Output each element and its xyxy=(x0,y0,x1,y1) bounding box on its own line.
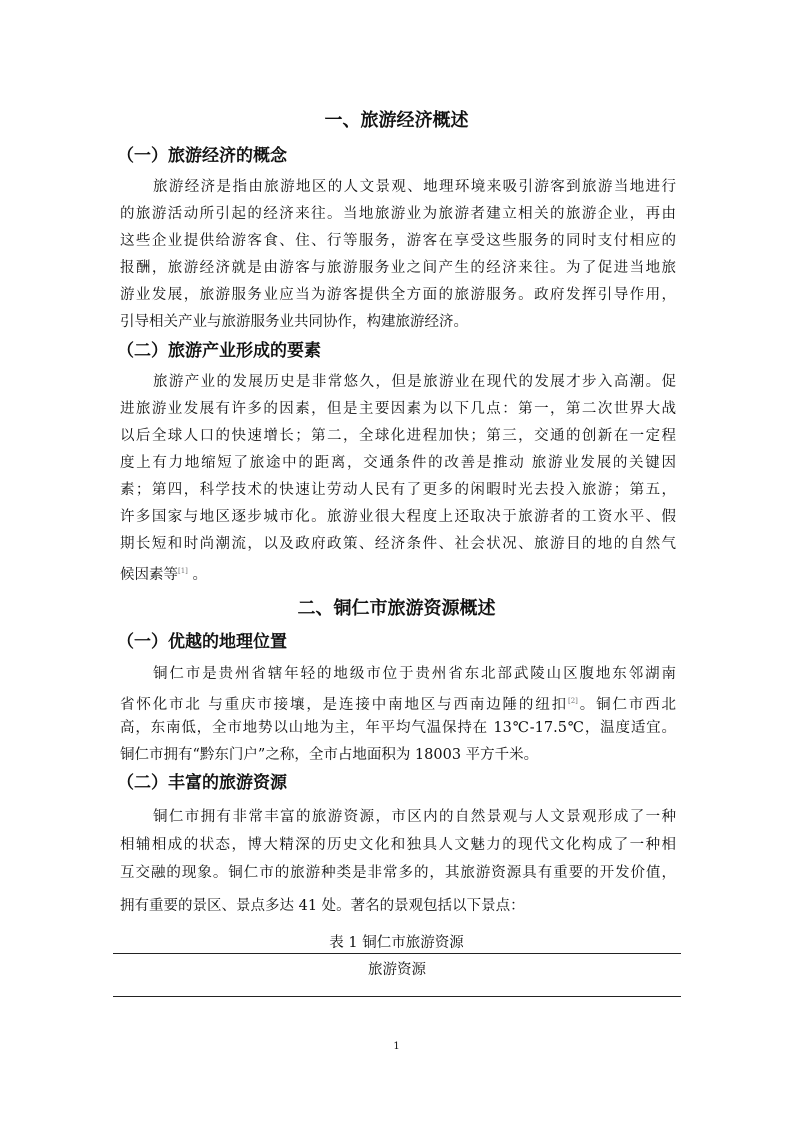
table-header-cell: 旅游资源 xyxy=(368,962,426,978)
text-line: 许多国家与地区逐步城市化。旅游业很大程度上还取决于旅游者的工资水平、假 xyxy=(120,509,676,525)
text-line: 铜仁市是贵州省辖年轻的地级市位于贵州省东北部武陵山区腹地东邻湖南 xyxy=(153,666,676,682)
citation-ref-2[interactable]: [2] xyxy=(567,697,578,705)
text-line: 素；第四，科学技术的快速让劳动人民有了更多的闲暇时光去投入旅游；第五， xyxy=(120,482,676,498)
text-line: 的旅游活动所引起的经济来往。当地旅游业为旅游者建立相关的旅游企业，再由 xyxy=(120,206,676,222)
text-line: 报酬，旅游经济就是由游客与旅游服务业之间产生的经济来往。为了促进当地旅 xyxy=(120,260,676,276)
text-line: 游业发展，旅游服务业应当为游客提供全方面的旅游服务。政府发挥引导作用， xyxy=(120,287,676,303)
text-line: 相辅相成的状态，博大精深的历史文化和独具人文魅力的现代文化构成了一种相 xyxy=(120,837,676,853)
section-1-title: 一、旅游经济概述 xyxy=(324,110,469,131)
section-2-1-heading: （一）优越的地理位置 xyxy=(117,632,287,652)
section-1-1-heading: （一）旅游经济的概念 xyxy=(117,146,287,166)
paragraph-geographic-location xyxy=(120,661,676,769)
text-line: 旅游产业的发展历史是非常悠久，但是旅游业在现代的发展才步入高潮。促 xyxy=(153,374,676,390)
section-2-2-heading: （二）丰富的旅游资源 xyxy=(117,773,287,793)
text-line: 旅游经济是指由旅游地区的人文景观、地理环境来吸引游客到旅游当地进行 xyxy=(153,179,676,195)
section-1-2-heading: （二）旅游产业形成的要素 xyxy=(117,341,321,361)
text-line: 高，东南低，全市地势以山地为主，年平均气温保持在 13℃-17.5℃，温度适宜。 xyxy=(120,720,676,736)
section-2-title: 二、铜仁市旅游资源概述 xyxy=(297,598,496,619)
text-line: 拥有重要的景区、景点多达 41 处。著名的景观包括以下景点： xyxy=(120,898,525,914)
text-line: 期长短和时尚潮流，以及政府政策、经济条件、社会状况、旅游目的地的自然气 xyxy=(120,536,676,552)
text-line xyxy=(120,558,676,585)
text-line: 铜仁市拥有“黔东门户”之称，全市占地面积为 18003 平方千米。 xyxy=(120,747,539,763)
text-line: 互交融的现象。铜仁市的旅游种类是非常多的，其旅游资源具有重要的开发价值， xyxy=(120,865,676,881)
text-line: 铜仁市拥有非常丰富的旅游资源，市区内的自然景观与人文景观形成了一种 xyxy=(153,809,676,825)
text-line: 以后全球人口的快速增长；第二，全球化进程加快；第三，交通的创新在一定程 xyxy=(120,428,676,444)
text-line: 度上有力地缩短了旅途中的距离，交通条件的改善是推动 旅游业发展的关键因 xyxy=(120,455,676,471)
text-line xyxy=(120,688,676,715)
citation-ref-1[interactable]: [1] xyxy=(178,567,188,575)
text-fragment: 候因素等 xyxy=(120,567,178,583)
table-caption: 表 1 铜仁市旅游资源 xyxy=(329,935,464,951)
text-fragment: 。 xyxy=(187,567,208,583)
text-fragment: 省怀化市北 与重庆市接壤，是连接中南地区与西南边陲的纽扣 xyxy=(120,697,568,713)
text-fragment: 。铜仁市西北 xyxy=(577,697,677,713)
table-top-rule xyxy=(113,953,681,954)
paragraph-tourism-economy-concept xyxy=(120,174,676,336)
text-line: 进旅游业发展有许多的因素，但是主要因素为以下几点：第一，第二次世界大战 xyxy=(120,401,676,417)
paragraph-tourism-industry-factors xyxy=(120,369,676,585)
table-bottom-rule xyxy=(113,996,681,997)
paragraph-tourism-resources xyxy=(120,803,676,920)
page-number: 1 xyxy=(393,1041,400,1052)
text-line: 这些企业提供给游客食、住、行等服务，游客在享受这些服务的同时支付相应的 xyxy=(120,233,676,249)
text-line: 引导相关产业与旅游服务业共同协作，构建旅游经济。 xyxy=(120,314,468,330)
